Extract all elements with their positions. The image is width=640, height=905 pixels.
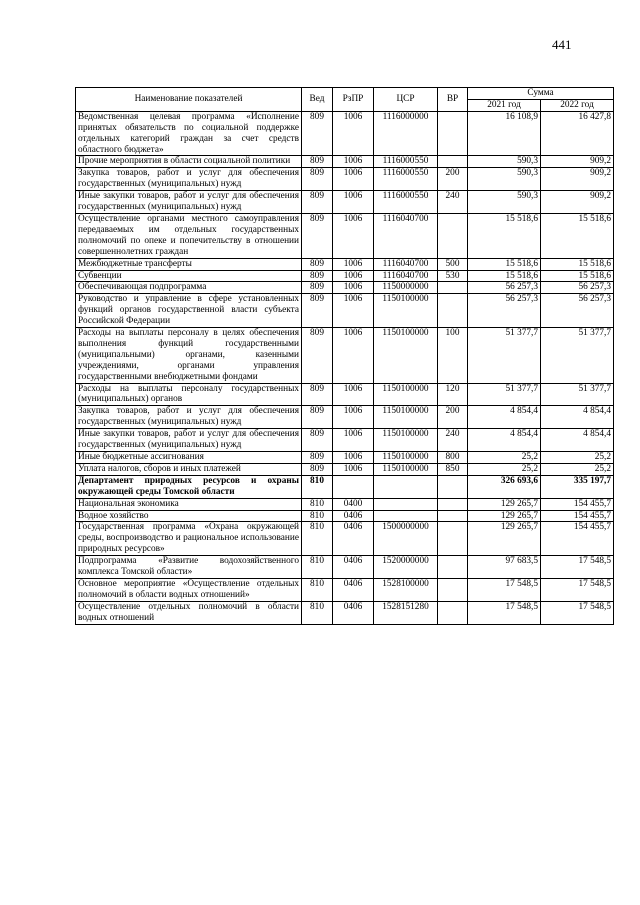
row-name-cell: Водное хозяйство xyxy=(76,510,302,522)
row-csr-cell: 1116000550 xyxy=(374,191,438,214)
row-rzpr-cell: 1006 xyxy=(333,156,374,168)
row-2021-cell: 51 377,7 xyxy=(468,328,541,384)
row-rzpr-cell: 1006 xyxy=(333,452,374,464)
row-2021-cell: 15 518,6 xyxy=(468,258,541,270)
row-vr-cell: 100 xyxy=(438,328,468,384)
table-row xyxy=(76,191,614,214)
row-ved-cell: 809 xyxy=(302,282,333,294)
row-2022-cell: 15 518,6 xyxy=(541,270,614,282)
row-2022-cell: 154 455,7 xyxy=(541,522,614,556)
row-2021-cell: 15 518,6 xyxy=(468,213,541,258)
row-vr-cell xyxy=(438,498,468,510)
row-ved-cell: 809 xyxy=(302,383,333,406)
row-vr-cell: 530 xyxy=(438,270,468,282)
table-row xyxy=(76,601,614,624)
row-rzpr-cell: 0406 xyxy=(333,510,374,522)
row-2021-cell: 16 108,9 xyxy=(468,111,541,156)
table-row xyxy=(76,111,614,156)
row-2021-cell: 590,3 xyxy=(468,168,541,191)
row-rzpr-cell: 1006 xyxy=(333,328,374,384)
row-name-cell: Осуществление органами местного самоуправления передаваемых им отдельных государственных полномочий по опеке и попечительству в отношении совершеннолетних граждан xyxy=(76,213,302,258)
row-2022-cell: 15 518,6 xyxy=(541,213,614,258)
page-number: 441 xyxy=(552,37,572,52)
header-rzpr: РзПР xyxy=(333,88,374,112)
row-2022-cell: 25,2 xyxy=(541,463,614,475)
row-name-cell: Расходы на выплаты персоналу государственных (муниципальных) органов xyxy=(76,383,302,406)
table-row xyxy=(76,282,614,294)
row-ved-cell: 810 xyxy=(302,522,333,556)
row-ved-cell: 809 xyxy=(302,191,333,214)
row-ved-cell: 809 xyxy=(302,156,333,168)
row-name-cell: Иные закупки товаров, работ и услуг для обеспечения государственных (муниципальных) нужд xyxy=(76,191,302,214)
row-name-cell: Обеспечивающая подпрограмма xyxy=(76,282,302,294)
row-2021-cell: 590,3 xyxy=(468,191,541,214)
row-2022-cell: 25,2 xyxy=(541,452,614,464)
table-row xyxy=(76,578,614,601)
row-rzpr-cell: 1006 xyxy=(333,213,374,258)
row-ved-cell: 809 xyxy=(302,168,333,191)
row-ved-cell: 809 xyxy=(302,213,333,258)
row-2022-cell: 51 377,7 xyxy=(541,383,614,406)
row-vr-cell: 200 xyxy=(438,168,468,191)
row-csr-cell: 1500000000 xyxy=(374,522,438,556)
row-rzpr-cell: 0406 xyxy=(333,522,374,556)
header-sum: Сумма xyxy=(468,88,614,100)
row-vr-cell: 240 xyxy=(438,429,468,452)
row-ved-cell: 809 xyxy=(302,328,333,384)
header-csr: ЦСР xyxy=(374,88,438,112)
header-ved: Вед xyxy=(302,88,333,112)
row-name-cell: Иные закупки товаров, работ и услуг для обеспечения государственных (муниципальных) нужд xyxy=(76,429,302,452)
row-2022-cell: 909,2 xyxy=(541,191,614,214)
row-2022-cell: 16 427,8 xyxy=(541,111,614,156)
row-csr-cell xyxy=(374,510,438,522)
row-2022-cell: 15 518,6 xyxy=(541,258,614,270)
row-vr-cell: 120 xyxy=(438,383,468,406)
row-csr-cell: 1528151280 xyxy=(374,601,438,624)
row-2021-cell: 326 693,6 xyxy=(468,475,541,498)
row-name-cell: Прочие мероприятия в области социальной политики xyxy=(76,156,302,168)
row-ved-cell: 809 xyxy=(302,111,333,156)
row-rzpr-cell: 1006 xyxy=(333,294,374,328)
row-vr-cell: 800 xyxy=(438,452,468,464)
row-ved-cell: 809 xyxy=(302,452,333,464)
row-2022-cell: 56 257,3 xyxy=(541,294,614,328)
table-row xyxy=(76,406,614,429)
row-vr-cell: 500 xyxy=(438,258,468,270)
row-vr-cell xyxy=(438,282,468,294)
row-2021-cell: 17 548,5 xyxy=(468,578,541,601)
row-vr-cell xyxy=(438,510,468,522)
header-vr: ВР xyxy=(438,88,468,112)
row-2022-cell: 154 455,7 xyxy=(541,510,614,522)
row-rzpr-cell: 1006 xyxy=(333,282,374,294)
row-ved-cell: 810 xyxy=(302,510,333,522)
row-name-cell: Закупка товаров, работ и услуг для обеспечения государственных (муниципальных) нужд xyxy=(76,168,302,191)
row-2022-cell: 335 197,7 xyxy=(541,475,614,498)
row-name-cell: Подпрограмма «Развитие водохозяйственного комплекса Томской области» xyxy=(76,556,302,579)
row-2022-cell: 909,2 xyxy=(541,168,614,191)
row-rzpr-cell: 1006 xyxy=(333,463,374,475)
row-2021-cell: 25,2 xyxy=(468,463,541,475)
row-vr-cell xyxy=(438,156,468,168)
row-rzpr-cell: 1006 xyxy=(333,111,374,156)
row-csr-cell: 1150100000 xyxy=(374,452,438,464)
row-ved-cell: 809 xyxy=(302,270,333,282)
row-rzpr-cell: 1006 xyxy=(333,191,374,214)
row-ved-cell: 809 xyxy=(302,294,333,328)
row-ved-cell: 809 xyxy=(302,463,333,475)
row-rzpr-cell xyxy=(333,475,374,498)
row-csr-cell: 1116040700 xyxy=(374,213,438,258)
row-name-cell: Осуществление отдельных полномочий в области водных отношений xyxy=(76,601,302,624)
row-name-cell: Национальная экономика xyxy=(76,498,302,510)
row-ved-cell: 809 xyxy=(302,258,333,270)
row-2021-cell: 97 683,5 xyxy=(468,556,541,579)
table-row xyxy=(76,452,614,464)
row-2021-cell: 51 377,7 xyxy=(468,383,541,406)
row-csr-cell: 1116040700 xyxy=(374,258,438,270)
row-name-cell: Уплата налогов, сборов и иных платежей xyxy=(76,463,302,475)
row-name-cell: Ведомственная целевая программа «Исполнение принятых обязательств по социальной поддержке отдельных категорий граждан за счет средств областного бюджета» xyxy=(76,111,302,156)
row-rzpr-cell: 1006 xyxy=(333,383,374,406)
row-2021-cell: 4 854,4 xyxy=(468,429,541,452)
row-rzpr-cell: 1006 xyxy=(333,168,374,191)
row-rzpr-cell: 1006 xyxy=(333,270,374,282)
row-name-cell: Иные бюджетные ассигнования xyxy=(76,452,302,464)
table-row xyxy=(76,498,614,510)
row-2021-cell: 25,2 xyxy=(468,452,541,464)
row-2021-cell: 15 518,6 xyxy=(468,270,541,282)
row-name-cell: Межбюджетные трансферты xyxy=(76,258,302,270)
row-2022-cell: 909,2 xyxy=(541,156,614,168)
row-ved-cell: 809 xyxy=(302,429,333,452)
row-csr-cell: 1116000550 xyxy=(374,168,438,191)
row-vr-cell xyxy=(438,522,468,556)
row-2021-cell: 590,3 xyxy=(468,156,541,168)
table-row xyxy=(76,328,614,384)
row-vr-cell xyxy=(438,578,468,601)
row-csr-cell: 1520000000 xyxy=(374,556,438,579)
table-row xyxy=(76,383,614,406)
row-rzpr-cell: 1006 xyxy=(333,258,374,270)
row-ved-cell: 809 xyxy=(302,406,333,429)
row-csr-cell xyxy=(374,498,438,510)
header-name: Наименование показателей xyxy=(76,88,302,112)
row-2022-cell: 51 377,7 xyxy=(541,328,614,384)
budget-table xyxy=(75,87,614,625)
row-csr-cell: 1528100000 xyxy=(374,578,438,601)
row-2022-cell: 154 455,7 xyxy=(541,498,614,510)
row-ved-cell: 810 xyxy=(302,475,333,498)
table-body xyxy=(76,111,614,624)
row-name-cell: Государственная программа «Охрана окружающей среды, воспроизводство и рациональное использование природных ресурсов» xyxy=(76,522,302,556)
row-vr-cell xyxy=(438,213,468,258)
table-row xyxy=(76,156,614,168)
row-rzpr-cell: 0406 xyxy=(333,556,374,579)
row-csr-cell: 1150000000 xyxy=(374,282,438,294)
row-2022-cell: 17 548,5 xyxy=(541,578,614,601)
table-row xyxy=(76,522,614,556)
row-2021-cell: 56 257,3 xyxy=(468,294,541,328)
row-vr-cell xyxy=(438,556,468,579)
table-row xyxy=(76,213,614,258)
row-csr-cell: 1150100000 xyxy=(374,383,438,406)
table-row xyxy=(76,270,614,282)
row-2021-cell: 56 257,3 xyxy=(468,282,541,294)
row-name-cell: Руководство и управление в сфере установленных функций органов государственной власти субъекта Российской Федерации xyxy=(76,294,302,328)
row-2022-cell: 17 548,5 xyxy=(541,556,614,579)
row-vr-cell: 240 xyxy=(438,191,468,214)
row-vr-cell xyxy=(438,111,468,156)
row-2021-cell: 4 854,4 xyxy=(468,406,541,429)
row-vr-cell xyxy=(438,294,468,328)
row-vr-cell: 850 xyxy=(438,463,468,475)
table-header xyxy=(76,88,614,112)
row-2022-cell: 56 257,3 xyxy=(541,282,614,294)
row-ved-cell: 810 xyxy=(302,498,333,510)
header-2022: 2022 год xyxy=(541,99,614,111)
row-2021-cell: 129 265,7 xyxy=(468,510,541,522)
row-2022-cell: 17 548,5 xyxy=(541,601,614,624)
row-csr-cell: 1116000000 xyxy=(374,111,438,156)
row-name-cell: Основное мероприятие «Осуществление отдельных полномочий в области водных отношений» xyxy=(76,578,302,601)
row-csr-cell: 1150100000 xyxy=(374,429,438,452)
row-csr-cell: 1150100000 xyxy=(374,328,438,384)
row-csr-cell xyxy=(374,475,438,498)
row-rzpr-cell: 0406 xyxy=(333,601,374,624)
row-vr-cell xyxy=(438,601,468,624)
table-row xyxy=(76,556,614,579)
row-rzpr-cell: 0400 xyxy=(333,498,374,510)
table-row xyxy=(76,463,614,475)
table-row xyxy=(76,258,614,270)
table-row xyxy=(76,475,614,498)
table-row xyxy=(76,429,614,452)
row-name-cell: Расходы на выплаты персоналу в целях обеспечения выполнения функций государственными (муниципальными) органами, казенными учреждениями, органами управления государственными внебюджетными фондами xyxy=(76,328,302,384)
row-csr-cell: 1116000550 xyxy=(374,156,438,168)
row-ved-cell: 810 xyxy=(302,556,333,579)
row-name-cell: Департамент природных ресурсов и охраны окружающей среды Томской области xyxy=(76,475,302,498)
row-csr-cell: 1150100000 xyxy=(374,406,438,429)
header-2021: 2021 год xyxy=(468,99,541,111)
row-rzpr-cell: 1006 xyxy=(333,429,374,452)
row-2022-cell: 4 854,4 xyxy=(541,406,614,429)
row-csr-cell: 1150100000 xyxy=(374,463,438,475)
row-2021-cell: 129 265,7 xyxy=(468,498,541,510)
table-row xyxy=(76,294,614,328)
row-vr-cell xyxy=(438,475,468,498)
row-2021-cell: 17 548,5 xyxy=(468,601,541,624)
table-row xyxy=(76,168,614,191)
row-csr-cell: 1116040700 xyxy=(374,270,438,282)
table-row xyxy=(76,510,614,522)
row-rzpr-cell: 0406 xyxy=(333,578,374,601)
row-vr-cell: 200 xyxy=(438,406,468,429)
row-2021-cell: 129 265,7 xyxy=(468,522,541,556)
row-2022-cell: 4 854,4 xyxy=(541,429,614,452)
row-ved-cell: 810 xyxy=(302,601,333,624)
row-ved-cell: 810 xyxy=(302,578,333,601)
row-rzpr-cell: 1006 xyxy=(333,406,374,429)
row-csr-cell: 1150100000 xyxy=(374,294,438,328)
row-name-cell: Закупка товаров, работ и услуг для обеспечения государственных (муниципальных) нужд xyxy=(76,406,302,429)
row-name-cell: Субвенции xyxy=(76,270,302,282)
